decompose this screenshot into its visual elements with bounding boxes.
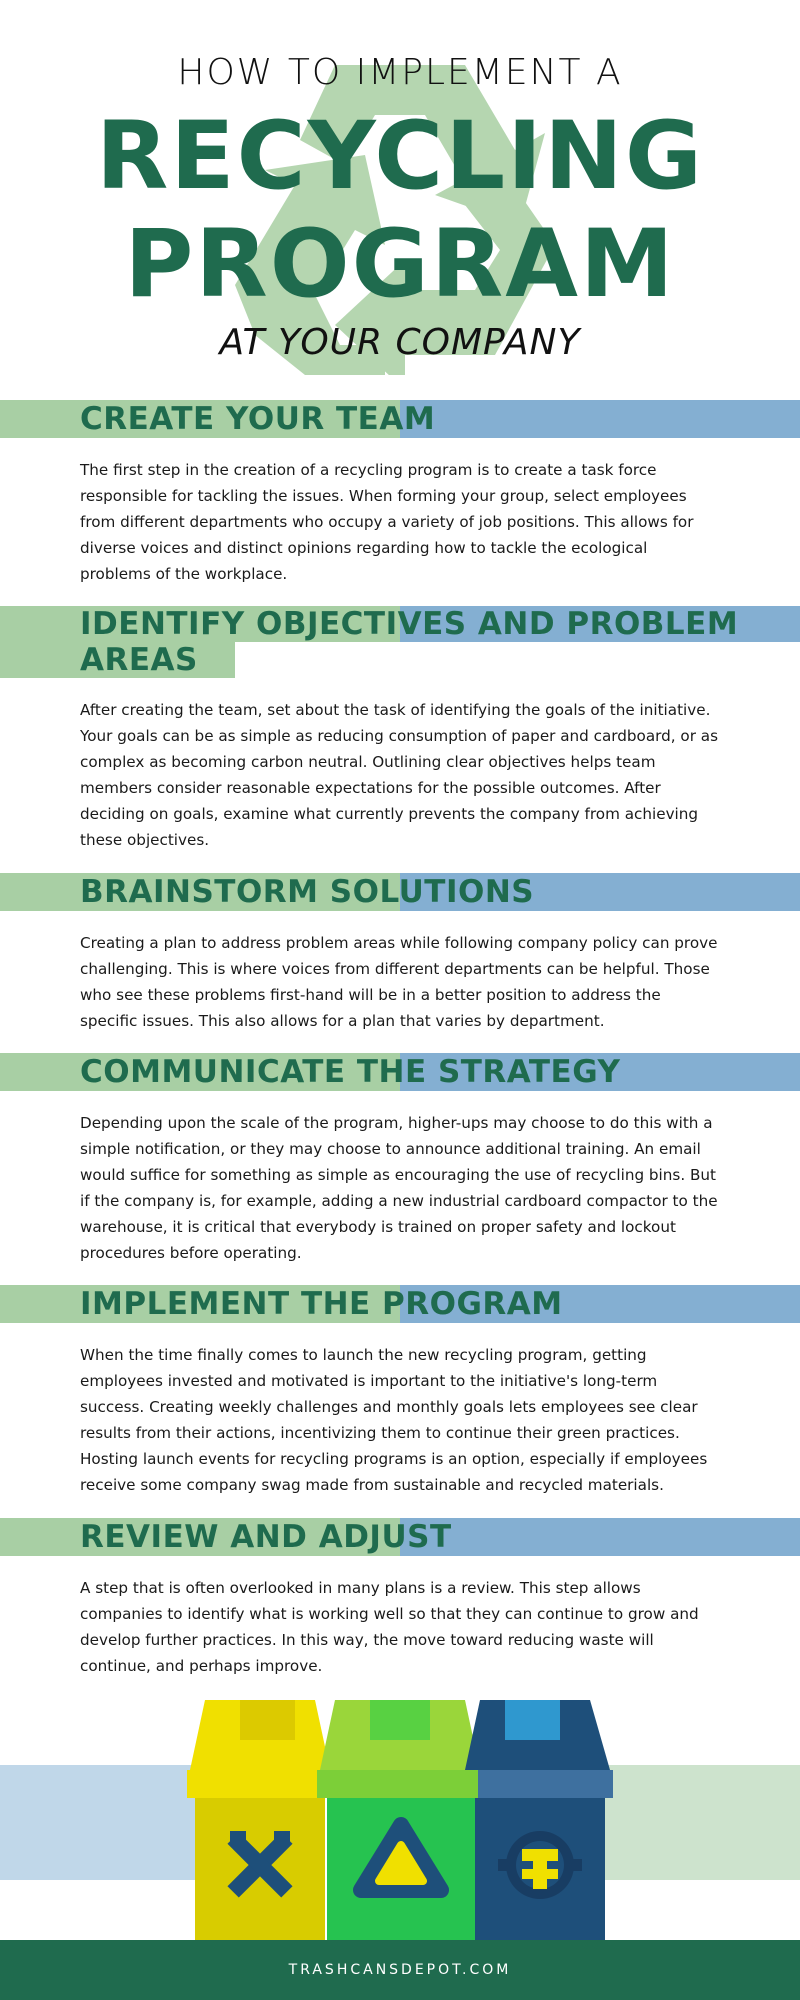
title-line-1: HOW TO IMPLEMENT A	[177, 52, 623, 93]
section-band-identify-objectives	[0, 606, 800, 678]
section-title: REVIEW AND ADJUST	[80, 1519, 452, 1555]
title-recycling: RECYCLING	[96, 102, 704, 211]
section-body: The first step in the creation of a recycling program is to create a task force responsible for tackling the issues. When forming your group, select employees from different departments who occupy a variety of job positions. This allows for diverse voices and distinct opinions regarding how to tackle the ecological problems of the workplace.	[80, 461, 694, 583]
green-bin-icon	[317, 1700, 482, 1940]
title-program: PROGRAM	[124, 210, 676, 319]
section-title: BRAINSTORM SOLUTIONS	[80, 874, 535, 910]
section-band-review	[0, 1518, 800, 1556]
section-body: Creating a plan to address problem areas while following company policy can prove challenging. This is where voices from different departments can be helpful. Those who see these problems first-hand will be in a better position to address the specific issues. This also allows for a plan that varies by department.	[80, 934, 718, 1030]
section-band-create-team	[0, 400, 800, 438]
section-title: COMMUNICATE THE STRATEGY	[80, 1054, 621, 1090]
header	[0, 0, 800, 380]
section-body: Depending upon the scale of the program, higher-ups may choose to do this with a simple notification, or they may choose to announce additional training. An email would suffice for something as simple as encouraging the use of recycling bins. But if the company is, for example, adding a new industrial cardboard compactor to the warehouse, it is critical that everybody is trained on proper safety and lockout procedures before operating.	[80, 1114, 718, 1262]
yellow-bin-icon	[187, 1700, 332, 1940]
bg-stripe-green	[600, 1765, 800, 1880]
footer-site-link[interactable]: TRASHCANSDEPOT.COM	[288, 1962, 512, 1978]
recycling-bins-illustration	[0, 1695, 800, 1940]
section-body: When the time finally comes to launch the new recycling program, getting employees invested and motivated is important to the initiative's long-term success. Creating weekly challenges and monthly goals lets employees see clear results from their actions, incentivizing them to continue their green practices. Hosting launch events for recycling programs is an option, especially if employees receive some company swag made from sustainable and recycled materials.	[80, 1346, 708, 1494]
blue-bin-icon	[465, 1700, 613, 1940]
bg-stripe-blue	[0, 1765, 200, 1880]
section-band-brainstorm	[0, 873, 800, 911]
section-body: A step that is often overlooked in many plans is a review. This step allows companies to identify what is working well so that they can continue to grow and develop further practices. In this way, the move toward reducing waste will continue, and perhaps improve.	[80, 1579, 699, 1675]
title-line-4: AT YOUR COMPANY	[219, 322, 581, 363]
section-band-implement	[0, 1285, 800, 1323]
section-title: CREATE YOUR TEAM	[80, 401, 436, 437]
section-title: IDENTIFY OBJECTIVES AND PROBLEM AREAS	[80, 606, 739, 678]
section-title: IMPLEMENT THE PROGRAM	[80, 1286, 563, 1322]
section-band-communicate	[0, 1053, 800, 1091]
footer	[0, 1940, 800, 2000]
section-body: After creating the team, set about the task of identifying the goals of the initiative. Your goals can be as simple as reducing consumption of paper and cardboard, or as complex as becoming carbon neutral. Outlining clear objectives helps team members consider reasonable expectations for the possible outcomes. After deciding on goals, examine what currently prevents the company from achieving these objectives.	[80, 701, 719, 849]
